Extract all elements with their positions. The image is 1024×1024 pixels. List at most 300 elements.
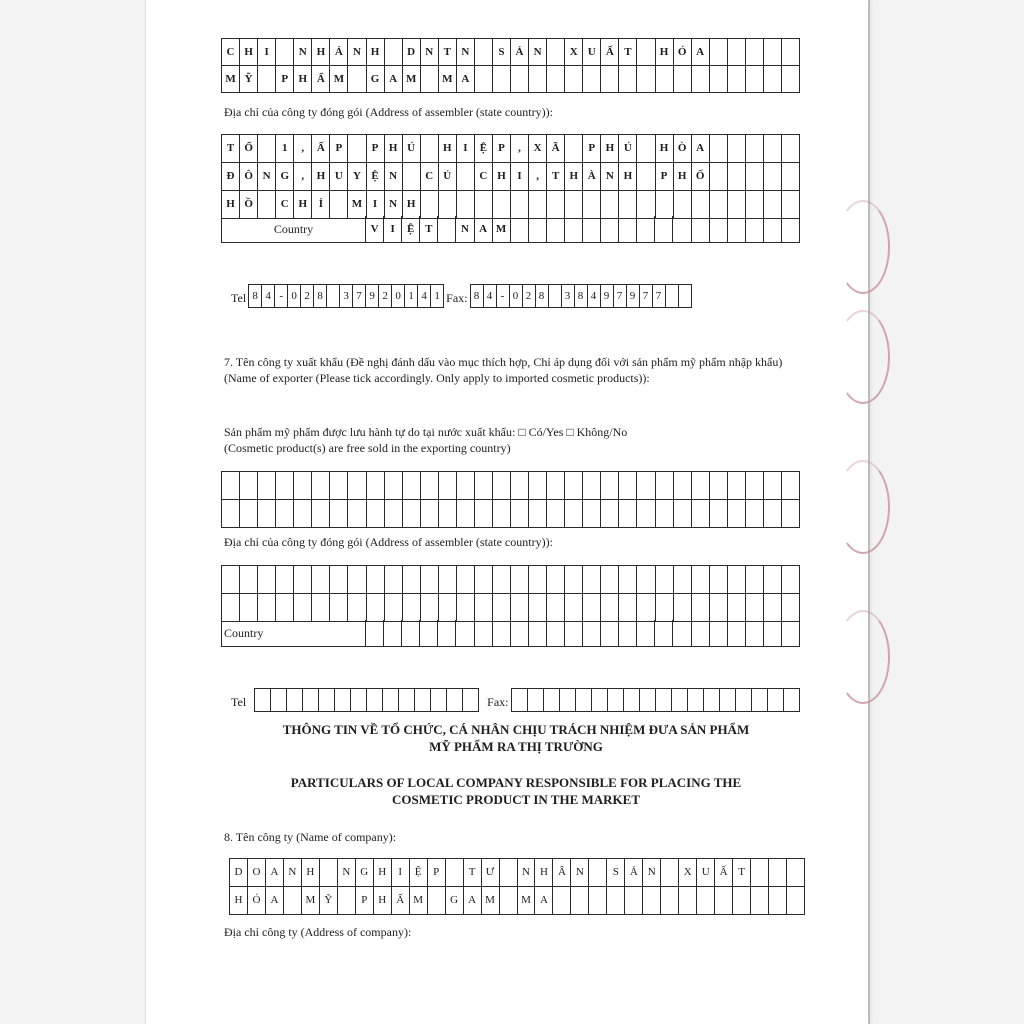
- letter-box[interactable]: [258, 566, 276, 594]
- letter-box[interactable]: [511, 500, 529, 528]
- digit-box[interactable]: [640, 689, 656, 712]
- letter-box[interactable]: [348, 135, 366, 163]
- letter-box[interactable]: [493, 566, 511, 594]
- letter-box[interactable]: I: [367, 191, 385, 219]
- letter-box[interactable]: C: [276, 191, 294, 219]
- letter-box[interactable]: H: [367, 39, 385, 66]
- digit-box[interactable]: [415, 689, 431, 712]
- letter-box[interactable]: N: [338, 859, 356, 887]
- digit-box[interactable]: [512, 689, 528, 712]
- letter-box[interactable]: Ấ: [601, 39, 619, 66]
- letter-box[interactable]: [764, 472, 782, 500]
- digit-box[interactable]: 2: [379, 285, 392, 308]
- letter-box[interactable]: [710, 500, 728, 528]
- letter-box[interactable]: [728, 472, 746, 500]
- exporter-name-grid[interactable]: [221, 471, 800, 528]
- letter-box[interactable]: [746, 216, 764, 243]
- letter-box[interactable]: [746, 163, 764, 191]
- letter-box[interactable]: Ư: [482, 859, 500, 887]
- digit-box[interactable]: [431, 689, 447, 712]
- letter-box[interactable]: N: [643, 859, 661, 887]
- letter-box[interactable]: [421, 66, 439, 93]
- letter-box[interactable]: N: [456, 216, 474, 243]
- letter-box[interactable]: [475, 472, 493, 500]
- letter-box[interactable]: T: [619, 39, 637, 66]
- letter-box[interactable]: [284, 887, 302, 915]
- letter-box[interactable]: M: [439, 66, 457, 93]
- letter-box[interactable]: H: [493, 163, 511, 191]
- letter-box[interactable]: [385, 39, 403, 66]
- letter-box[interactable]: [421, 191, 439, 219]
- letter-box[interactable]: [348, 566, 366, 594]
- digit-box[interactable]: -: [275, 285, 288, 308]
- letter-box[interactable]: N: [571, 859, 589, 887]
- letter-box[interactable]: [746, 500, 764, 528]
- digit-box[interactable]: 8: [536, 285, 549, 308]
- letter-box[interactable]: [571, 887, 589, 915]
- letter-box[interactable]: V: [366, 216, 384, 243]
- letter-box[interactable]: G: [446, 887, 464, 915]
- letter-box[interactable]: A: [475, 216, 493, 243]
- letter-box[interactable]: [769, 859, 787, 887]
- letter-box[interactable]: [583, 620, 601, 647]
- letter-box[interactable]: [782, 500, 800, 528]
- letter-box[interactable]: [589, 859, 607, 887]
- letter-box[interactable]: [475, 566, 493, 594]
- letter-box[interactable]: [710, 135, 728, 163]
- digit-box[interactable]: 8: [249, 285, 262, 308]
- letter-box[interactable]: S: [607, 859, 625, 887]
- letter-box[interactable]: ,: [529, 163, 547, 191]
- letter-box[interactable]: [547, 39, 565, 66]
- letter-box[interactable]: [457, 594, 475, 622]
- letter-box[interactable]: [457, 191, 475, 219]
- letter-box[interactable]: [493, 500, 511, 528]
- letter-box[interactable]: [475, 191, 493, 219]
- letter-box[interactable]: [475, 39, 493, 66]
- letter-box[interactable]: [746, 566, 764, 594]
- letter-box[interactable]: [655, 216, 673, 243]
- letter-box[interactable]: N: [348, 39, 366, 66]
- letter-box[interactable]: Ủ: [439, 163, 457, 191]
- letter-box[interactable]: [348, 500, 366, 528]
- digit-box[interactable]: 2: [301, 285, 314, 308]
- letter-box[interactable]: [529, 66, 547, 93]
- letter-box[interactable]: [715, 887, 733, 915]
- letter-box[interactable]: [493, 191, 511, 219]
- digit-box[interactable]: [271, 689, 287, 712]
- letter-box[interactable]: M: [330, 66, 348, 93]
- letter-box[interactable]: [583, 216, 601, 243]
- letter-box[interactable]: [438, 620, 456, 647]
- letter-box[interactable]: [385, 472, 403, 500]
- letter-box[interactable]: [421, 566, 439, 594]
- letter-box[interactable]: H: [535, 859, 553, 887]
- letter-box[interactable]: [547, 620, 565, 647]
- letter-box[interactable]: [493, 66, 511, 93]
- letter-box[interactable]: [529, 191, 547, 219]
- letter-box[interactable]: T: [222, 135, 240, 163]
- letter-box[interactable]: [312, 566, 330, 594]
- letter-box[interactable]: N: [457, 39, 475, 66]
- letter-box[interactable]: [511, 594, 529, 622]
- letter-box[interactable]: [439, 472, 457, 500]
- digit-box[interactable]: 8: [575, 285, 588, 308]
- letter-box[interactable]: H: [674, 163, 692, 191]
- letter-box[interactable]: [565, 472, 583, 500]
- letter-box[interactable]: H: [222, 191, 240, 219]
- letter-box[interactable]: [710, 39, 728, 66]
- letter-box[interactable]: [294, 472, 312, 500]
- letter-box[interactable]: [764, 500, 782, 528]
- letter-box[interactable]: [421, 500, 439, 528]
- letter-box[interactable]: [493, 472, 511, 500]
- letter-box[interactable]: [565, 66, 583, 93]
- letter-box[interactable]: [348, 472, 366, 500]
- letter-box[interactable]: A: [266, 859, 284, 887]
- letter-box[interactable]: M: [493, 216, 511, 243]
- letter-box[interactable]: [547, 66, 565, 93]
- letter-box[interactable]: [276, 39, 294, 66]
- letter-box[interactable]: P: [367, 135, 385, 163]
- letter-box[interactable]: C: [421, 163, 439, 191]
- letter-box[interactable]: H: [312, 39, 330, 66]
- letter-box[interactable]: [547, 566, 565, 594]
- letter-box[interactable]: Ổ: [240, 135, 258, 163]
- letter-box[interactable]: Ệ: [475, 135, 493, 163]
- letter-box[interactable]: [348, 594, 366, 622]
- letter-box[interactable]: [782, 39, 800, 66]
- letter-box[interactable]: [366, 620, 384, 647]
- letter-box[interactable]: Ẩ: [312, 66, 330, 93]
- letter-box[interactable]: [403, 566, 421, 594]
- letter-box[interactable]: [511, 216, 529, 243]
- letter-box[interactable]: [674, 500, 692, 528]
- letter-box[interactable]: [276, 594, 294, 622]
- letter-box[interactable]: [746, 39, 764, 66]
- letter-box[interactable]: [457, 163, 475, 191]
- letter-box[interactable]: [493, 594, 511, 622]
- letter-box[interactable]: [511, 66, 529, 93]
- letter-box[interactable]: G: [276, 163, 294, 191]
- letter-box[interactable]: [656, 566, 674, 594]
- letter-box[interactable]: Ả: [625, 859, 643, 887]
- letter-box[interactable]: [258, 191, 276, 219]
- letter-box[interactable]: [710, 620, 728, 647]
- letter-box[interactable]: G: [367, 66, 385, 93]
- letter-box[interactable]: [728, 191, 746, 219]
- letter-box[interactable]: [637, 135, 655, 163]
- letter-box[interactable]: [619, 594, 637, 622]
- letter-box[interactable]: G: [356, 859, 374, 887]
- letter-box[interactable]: D: [230, 859, 248, 887]
- digit-box[interactable]: [255, 689, 271, 712]
- letter-box[interactable]: [710, 566, 728, 594]
- letter-box[interactable]: [674, 472, 692, 500]
- letter-box[interactable]: [240, 566, 258, 594]
- letter-box[interactable]: H: [619, 163, 637, 191]
- digit-box[interactable]: 7: [353, 285, 366, 308]
- exporter-address-grid[interactable]: [221, 565, 800, 622]
- letter-box[interactable]: Ó: [674, 39, 692, 66]
- digit-box[interactable]: [383, 689, 399, 712]
- letter-box[interactable]: [457, 472, 475, 500]
- letter-box[interactable]: 1: [276, 135, 294, 163]
- letter-box[interactable]: T: [733, 859, 751, 887]
- letter-box[interactable]: [674, 191, 692, 219]
- letter-box[interactable]: ,: [511, 135, 529, 163]
- fax-input-boxes[interactable]: [511, 688, 800, 712]
- letter-box[interactable]: [782, 594, 800, 622]
- letter-box[interactable]: [330, 566, 348, 594]
- digit-box[interactable]: [351, 689, 367, 712]
- digit-box[interactable]: [672, 689, 688, 712]
- letter-box[interactable]: T: [439, 39, 457, 66]
- digit-box[interactable]: [560, 689, 576, 712]
- letter-box[interactable]: Ỹ: [320, 887, 338, 915]
- letter-box[interactable]: [637, 620, 655, 647]
- letter-box[interactable]: [710, 472, 728, 500]
- letter-box[interactable]: [710, 191, 728, 219]
- letter-box[interactable]: Ệ: [410, 859, 428, 887]
- letter-box[interactable]: C: [222, 39, 240, 66]
- letter-box[interactable]: H: [565, 163, 583, 191]
- letter-box[interactable]: [583, 566, 601, 594]
- letter-box[interactable]: H: [656, 135, 674, 163]
- letter-box[interactable]: Ú: [403, 135, 421, 163]
- letter-box[interactable]: P: [656, 163, 674, 191]
- digit-box[interactable]: [327, 285, 340, 308]
- letter-box[interactable]: T: [547, 163, 565, 191]
- digit-box[interactable]: 9: [366, 285, 379, 308]
- digit-box[interactable]: 4: [262, 285, 275, 308]
- digit-box[interactable]: 7: [640, 285, 653, 308]
- letter-box[interactable]: N: [385, 191, 403, 219]
- digit-box[interactable]: [592, 689, 608, 712]
- digit-box[interactable]: 8: [314, 285, 327, 308]
- letter-box[interactable]: H: [656, 39, 674, 66]
- letter-box[interactable]: Á: [330, 39, 348, 66]
- digit-box[interactable]: [335, 689, 351, 712]
- assembler-company-name-grid[interactable]: [221, 38, 800, 93]
- letter-box[interactable]: [710, 594, 728, 622]
- letter-box[interactable]: [710, 163, 728, 191]
- letter-box[interactable]: [601, 500, 619, 528]
- letter-box[interactable]: M: [518, 887, 536, 915]
- letter-box[interactable]: [511, 566, 529, 594]
- letter-box[interactable]: [403, 500, 421, 528]
- letter-box[interactable]: Ó: [248, 887, 266, 915]
- letter-box[interactable]: Ả: [511, 39, 529, 66]
- letter-box[interactable]: [661, 887, 679, 915]
- letter-box[interactable]: [421, 594, 439, 622]
- letter-box[interactable]: Ò: [674, 135, 692, 163]
- digit-box[interactable]: [656, 689, 672, 712]
- letter-box[interactable]: [565, 500, 583, 528]
- letter-box[interactable]: [764, 216, 782, 243]
- letter-box[interactable]: [769, 887, 787, 915]
- digit-box[interactable]: 0: [288, 285, 301, 308]
- letter-box[interactable]: [619, 216, 637, 243]
- digit-box[interactable]: [447, 689, 463, 712]
- letter-box[interactable]: [656, 66, 674, 93]
- letter-box[interactable]: [637, 191, 655, 219]
- letter-box[interactable]: [782, 163, 800, 191]
- letter-box[interactable]: Ấ: [715, 859, 733, 887]
- letter-box[interactable]: [529, 566, 547, 594]
- letter-box[interactable]: [330, 191, 348, 219]
- digit-box[interactable]: [576, 689, 592, 712]
- letter-box[interactable]: P: [276, 66, 294, 93]
- letter-box[interactable]: [656, 594, 674, 622]
- letter-box[interactable]: [697, 887, 715, 915]
- letter-box[interactable]: [258, 594, 276, 622]
- letter-box[interactable]: [746, 472, 764, 500]
- letter-box[interactable]: [565, 216, 583, 243]
- letter-box[interactable]: [692, 66, 710, 93]
- letter-box[interactable]: [637, 566, 655, 594]
- letter-box[interactable]: [529, 500, 547, 528]
- letter-box[interactable]: [385, 594, 403, 622]
- letter-box[interactable]: [240, 594, 258, 622]
- letter-box[interactable]: [529, 472, 547, 500]
- digit-box[interactable]: [666, 285, 679, 308]
- letter-box[interactable]: [439, 191, 457, 219]
- letter-box[interactable]: Ú: [619, 135, 637, 163]
- letter-box[interactable]: A: [464, 887, 482, 915]
- letter-box[interactable]: [637, 216, 655, 243]
- digit-box[interactable]: 9: [627, 285, 640, 308]
- digit-box[interactable]: 1: [405, 285, 418, 308]
- letter-box[interactable]: [589, 887, 607, 915]
- letter-box[interactable]: [529, 594, 547, 622]
- letter-box[interactable]: [222, 472, 240, 500]
- letter-box[interactable]: [601, 566, 619, 594]
- letter-box[interactable]: H: [312, 163, 330, 191]
- letter-box[interactable]: [258, 135, 276, 163]
- letter-box[interactable]: [583, 191, 601, 219]
- letter-box[interactable]: M: [482, 887, 500, 915]
- letter-box[interactable]: [601, 191, 619, 219]
- letter-box[interactable]: [258, 472, 276, 500]
- digit-box[interactable]: 9: [601, 285, 614, 308]
- letter-box[interactable]: [661, 859, 679, 887]
- letter-box[interactable]: [320, 859, 338, 887]
- letter-box[interactable]: M: [410, 887, 428, 915]
- letter-box[interactable]: [637, 39, 655, 66]
- letter-box[interactable]: [583, 472, 601, 500]
- letter-box[interactable]: [258, 500, 276, 528]
- letter-box[interactable]: [222, 594, 240, 622]
- digit-box[interactable]: 7: [653, 285, 666, 308]
- letter-box[interactable]: [746, 594, 764, 622]
- letter-box[interactable]: [692, 472, 710, 500]
- letter-box[interactable]: [692, 216, 710, 243]
- letter-box[interactable]: N: [421, 39, 439, 66]
- letter-box[interactable]: U: [583, 39, 601, 66]
- letter-box[interactable]: [500, 887, 518, 915]
- letter-box[interactable]: [457, 566, 475, 594]
- letter-box[interactable]: [240, 472, 258, 500]
- letter-box[interactable]: X: [529, 135, 547, 163]
- letter-box[interactable]: [764, 620, 782, 647]
- letter-box[interactable]: Ấ: [312, 135, 330, 163]
- letter-box[interactable]: Ã: [547, 135, 565, 163]
- letter-box[interactable]: [674, 66, 692, 93]
- letter-box[interactable]: Đ: [222, 163, 240, 191]
- letter-box[interactable]: [312, 472, 330, 500]
- letter-box[interactable]: I: [384, 216, 402, 243]
- letter-box[interactable]: [547, 191, 565, 219]
- digit-box[interactable]: [367, 689, 383, 712]
- fax-input-boxes[interactable]: [470, 284, 692, 308]
- letter-box[interactable]: P: [583, 135, 601, 163]
- letter-box[interactable]: [511, 472, 529, 500]
- digit-box[interactable]: [528, 689, 544, 712]
- letter-box[interactable]: [547, 472, 565, 500]
- assembler-address-grid[interactable]: [221, 134, 800, 219]
- letter-box[interactable]: [348, 66, 366, 93]
- letter-box[interactable]: [692, 191, 710, 219]
- letter-box[interactable]: [764, 566, 782, 594]
- letter-box[interactable]: [751, 859, 769, 887]
- digit-box[interactable]: 0: [510, 285, 523, 308]
- letter-box[interactable]: [728, 163, 746, 191]
- letter-box[interactable]: [751, 887, 769, 915]
- tel-input-boxes[interactable]: [254, 688, 479, 712]
- digit-box[interactable]: 1: [431, 285, 444, 308]
- letter-box[interactable]: P: [428, 859, 446, 887]
- letter-box[interactable]: [692, 620, 710, 647]
- exporter-country-row[interactable]: [221, 620, 800, 647]
- digit-box[interactable]: [688, 689, 704, 712]
- letter-box[interactable]: [276, 500, 294, 528]
- letter-box[interactable]: [583, 66, 601, 93]
- letter-box[interactable]: [330, 594, 348, 622]
- letter-box[interactable]: [733, 887, 751, 915]
- letter-box[interactable]: [764, 191, 782, 219]
- letter-box[interactable]: [656, 191, 674, 219]
- letter-box[interactable]: H: [302, 859, 320, 887]
- digit-box[interactable]: [549, 285, 562, 308]
- letter-box[interactable]: [583, 500, 601, 528]
- letter-box[interactable]: H: [403, 191, 421, 219]
- letter-box[interactable]: [294, 566, 312, 594]
- tel-input-boxes[interactable]: [248, 284, 444, 308]
- letter-box[interactable]: [764, 39, 782, 66]
- digit-box[interactable]: [736, 689, 752, 712]
- letter-box[interactable]: [421, 135, 439, 163]
- letter-box[interactable]: [728, 620, 746, 647]
- letter-box[interactable]: Y: [348, 163, 366, 191]
- digit-box[interactable]: 4: [588, 285, 601, 308]
- letter-box[interactable]: [553, 887, 571, 915]
- letter-box[interactable]: [625, 887, 643, 915]
- digit-box[interactable]: [319, 689, 335, 712]
- letter-box[interactable]: [782, 620, 800, 647]
- digit-box[interactable]: [544, 689, 560, 712]
- letter-box[interactable]: [446, 859, 464, 887]
- letter-box[interactable]: [475, 620, 493, 647]
- letter-box[interactable]: [312, 594, 330, 622]
- letter-box[interactable]: [764, 594, 782, 622]
- letter-box[interactable]: [384, 620, 402, 647]
- letter-box[interactable]: [643, 887, 661, 915]
- letter-box[interactable]: [385, 500, 403, 528]
- letter-box[interactable]: N: [529, 39, 547, 66]
- letter-box[interactable]: H: [439, 135, 457, 163]
- letter-box[interactable]: [330, 472, 348, 500]
